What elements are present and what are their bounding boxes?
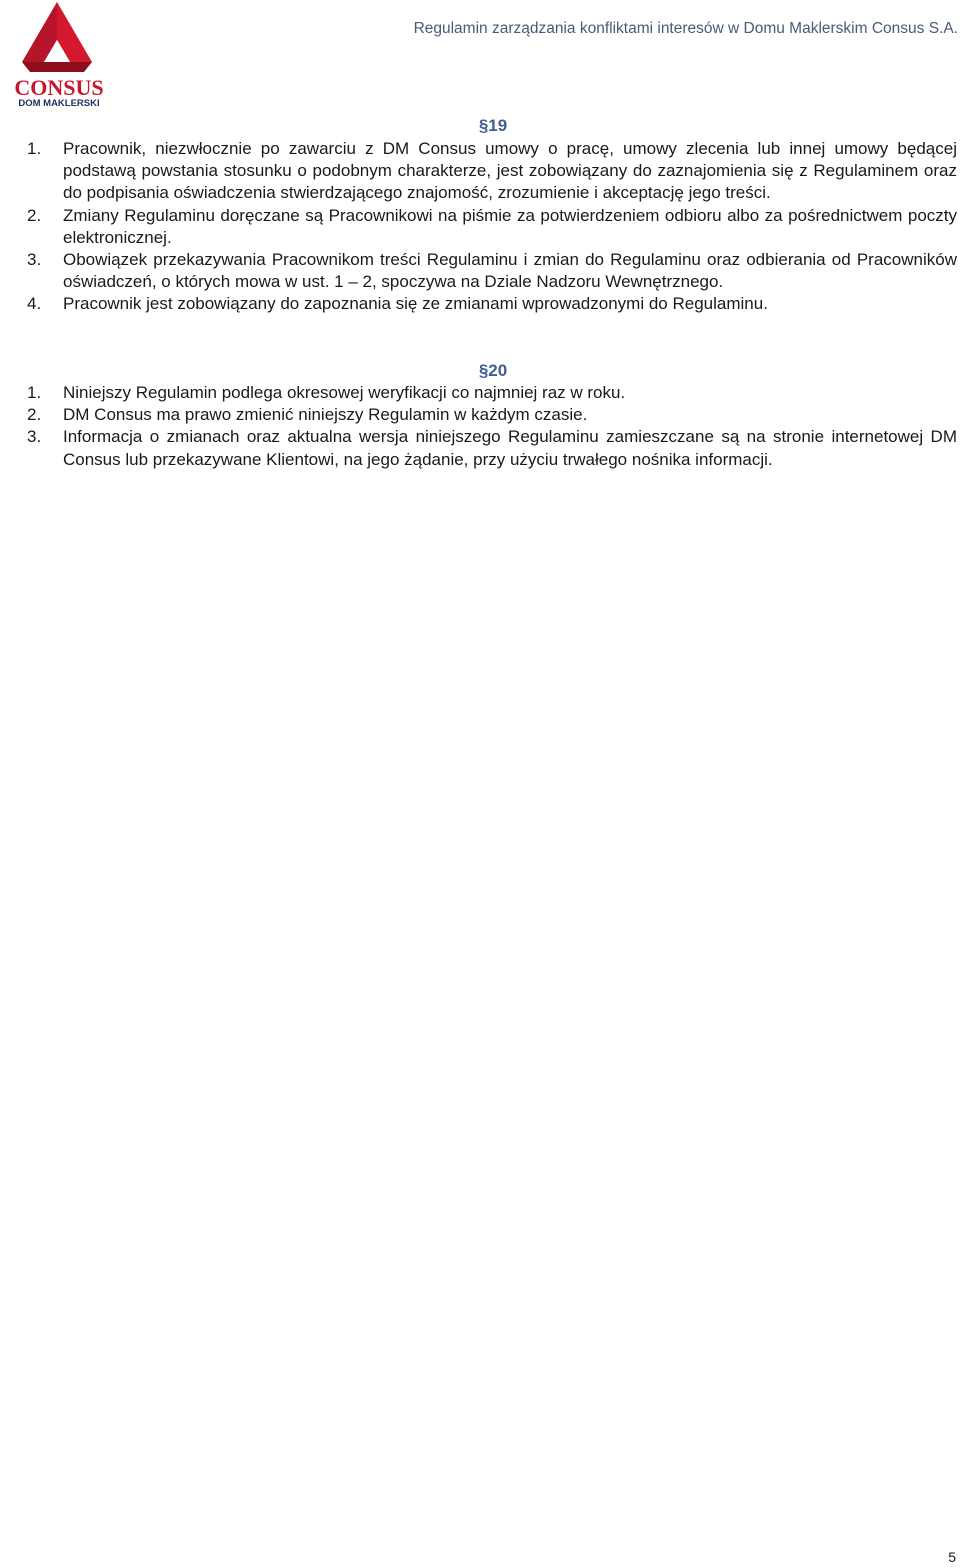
section-19-list [27, 138, 957, 316]
list-item [27, 293, 957, 315]
list-item-number: 4. [27, 294, 42, 314]
document-header-title: Regulamin zarządzania konfliktami interesów w Domu Maklerskim Consus S.A. [413, 20, 958, 37]
list-item-text: Niniejszy Regulamin podlega okresowej weryfikacji co najmniej raz w roku. [63, 383, 626, 402]
list-item [27, 249, 957, 293]
section-heading-19: §19 [478, 116, 508, 135]
logo-triangle-base [22, 62, 92, 72]
list-item [27, 205, 957, 249]
list-item-number: 1. [27, 139, 42, 158]
list-item [27, 138, 957, 205]
logo-subtitle-text: DOM MAKLERSKI [18, 98, 100, 108]
logo-brand-text: CONSUS [14, 75, 104, 100]
list-item-number: 3. [27, 427, 42, 447]
list-item [27, 382, 957, 404]
list-item-number: 3. [27, 250, 42, 270]
list-item [27, 426, 957, 470]
list-item-number: 2. [27, 205, 42, 225]
list-item-text: DM Consus ma prawo zmienić niniejszy Regulamin w każdym czasie. [63, 405, 588, 425]
list-item-text: Informacja o zmianach oraz aktualna wersja niniejszego Regulaminu zamieszczane są na stronie internetowej DM Consus lub przekazywane Klientowi, na jego żądanie, przy użyciu trwałego nośnika informacji. [63, 427, 957, 469]
list-item-text: Zmiany Regulaminu doręczane są Pracownikowi na piśmie za potwierdzeniem odbioru albo za pośrednictwem poczty elektronicznej. [63, 205, 957, 247]
list-item-text: Pracownik, niezwłocznie po zawarciu z DM Consus umowy o pracę, umowy zlecenia lub innej umowy będącej podstawą powstania stosunku o podobnym charakterze, jest zobowiązany do zaznajomienia się z Regulaminem oraz do podpisania oświadczenia stwierdzającego znajomość, zrozumienie i akceptację jego treści. [63, 139, 957, 203]
consus-logo-graphic [2, 0, 116, 108]
section-heading-20: §20 [478, 361, 508, 380]
list-item-text: Obowiązek przekazywania Pracownikom treści Regulaminu i zmian do Regulaminu oraz odbierania od Pracowników oświadczeń, o których mowa w ust. 1 – 2, spoczywa na Dziale Nadzoru Wewnętrznego. [63, 250, 957, 292]
page-number: 5 [948, 1549, 956, 1565]
consus-logo [2, 0, 116, 108]
list-item-number: 2. [27, 405, 42, 425]
section-20-list [27, 382, 957, 471]
list-item [27, 404, 957, 426]
list-item-text: Pracownik jest zobowiązany do zapoznania się ze zmianami wprowadzonymi do Regulaminu. [63, 294, 768, 314]
list-item-number: 1. [27, 383, 42, 402]
